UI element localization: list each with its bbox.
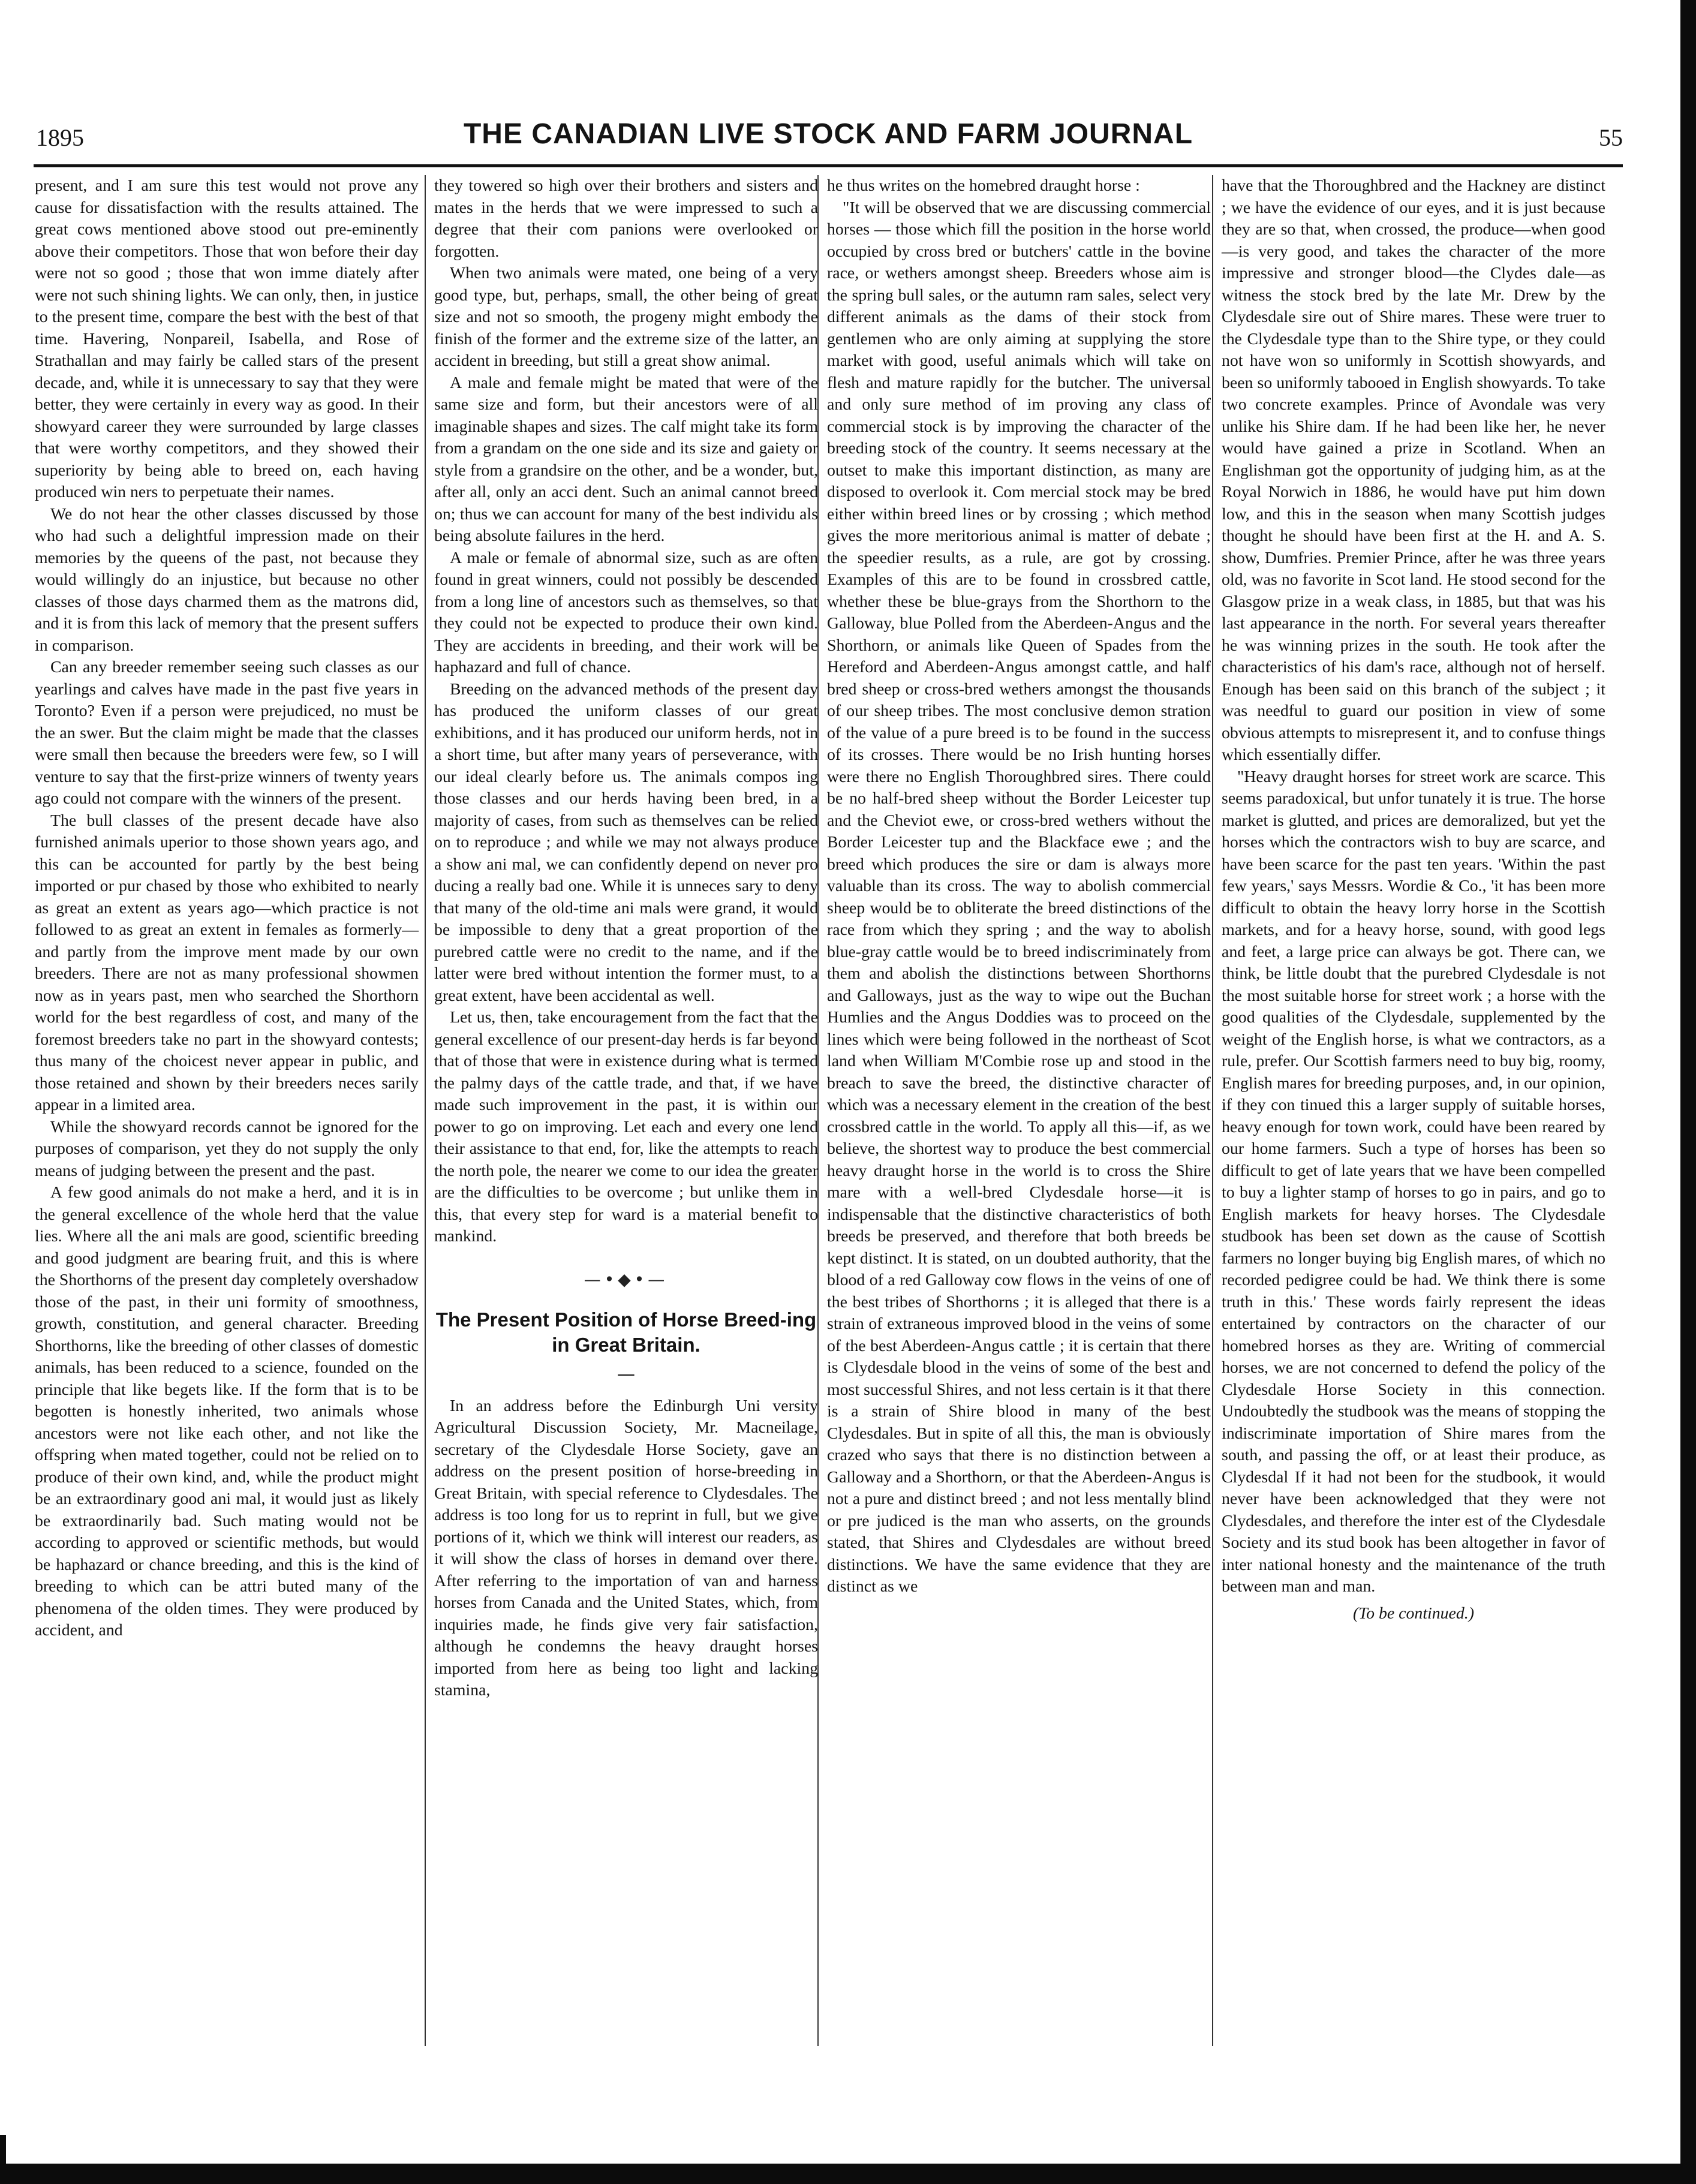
paragraph: A male or female of abnormal size, such as are often found in great winners, could not possibly be descended from a long line of ancestors such as themselves, so that they could not be expected to produce their own kind. They are accidents in breeding, and their work will be haphazard and full of chance. (434, 548, 818, 676)
column-2 (434, 175, 818, 1702)
column-4 (1222, 175, 1605, 1625)
column-1 (35, 175, 419, 1642)
paragraph: present, and I am sure this test would not prove any cause for dissatisfaction with the results attained. The great cows mentioned above stood out pre-eminently above their competitors. Those that won before their day were not so good ; those that won imme diately after were not such shining lights. We can only, then, in justice to the present time, compare the best with the best of that time. Havering, Nonpareil, Isabella, and Rose of Strathallan and may fairly be called stars of the present decade, and, while it is unnecessary to say that they were better, they were certainly in every way as good. In their showyard career they were surrounded by large classes that were worthy competitors, and they showed their superiority by being able to breed on, each having produced win ners to perpetuate their names. (35, 176, 419, 501)
paragraph: have that the Thoroughbred and the Hackney are distinct ; we have the evidence of our eyes, and it is just because they are so that, when crossed, the produce—when good—is very good, and takes the character of the more impressive and stronger blood—the Clydes dale—as witness the stock bred by the late Mr. Drew by the Clydesdale sire out of Shire mares. These were truer to the Clydesdale type than to the Shire type, or they could not have won so uniformly in Scottish showyards, and been so uniformly tabooed in English showyards. To take two concrete examples. Prince of Avondale was very unlike his Shire dam. If he had been like her, he never would have gained a prize in Scotland. When an Englishman got the opportunity of judging him, as at the Royal Norwich in 1886, he would have put him down low, and this in the season when many Scottish judges thought he should have been first at the H. and A. S. show, Dumfries. Premier Prince, after he was three years old, was no favorite in Scot land. He stood second for the Glasgow prize in a weak class, in 1885, but that was his last appearance in the north. For several years thereafter he was winning prizes in the south. He took after the characteristics of his dam's race, although not of herself. Enough has been said on this branch of the subject ; it was needful to guard our position in view of some obvious attempts to misrepresent it, and to confuse things which essentially differ. (1222, 176, 1606, 764)
paragraph: Can any breeder remember seeing such classes as our yearlings and calves have made in the past five years in Toronto? Even if a person were prejudiced, no must be the an swer. But the claim might be made that the classes were small then because the breeders were few, so I will venture to say that the first-prize winners of twenty years ago could not compare with the winners of the present. (35, 658, 419, 808)
scan-edge-right (1680, 0, 1696, 2184)
paragraph: When two animals were mated, one being of a very good type, but, perhaps, small, the other being of great size and not so smooth, the progeny might embody the finish of the former and the extreme size of the latter, an accident in breeding, but still a great show animal. (434, 264, 818, 370)
paragraph: "Heavy draught horses for street work are scarce. This seems paradoxical, but unfor tunately it is true. The horse market is glutted, and prices are demoralized, but yet the horses which the contractors wish to buy are scarce, and have been scarce for the past ten years. 'Within the past few years,' says Messrs. Wordie & Co., 'it has been more difficult to obtain the heavy lorry horse in the Scottish markets, and for a heavy horse, sound, with good legs and feet, a large price can always be got. There can, we think, be little doubt that the purebred Clydesdale is not the most suitable horse for street work ; a horse with the good qualities of the Clydesdale, supplemented by the weight of the English horse, is what we contractors, as a rule, prefer. Our Scottish farmers need to buy big, roomy, English mares for breeding purposes, and, in our opinion, if they con tinued this a larger supply of suitable horses, heavy enough for town work, could have been reared by our home farmers. Such a type of horses has been so difficult to get of late years that we have been compelled to buy a lighter stamp of horses to go in pairs, and go to English markets for heavy horses. The Clydesdale studbook has been set down as the cause of Scottish farmers no longer buying big English mares, of which no recorded pedigree could be had. We think there is some truth in this.' These words fairly represent the ideas entertained by contractors on the character of our homebred horses as they are. Writing of commercial horses, we are not concerned to defend the policy of the Clydesdale Horse Society in this connection. Undoubtedly the studbook was the means of stopping the indiscriminate importation of Shire mares from the south, and passing the off, or at least their produce, as Clydesdal If it had not been for the studbook, it would never have been acknowledged that they were not Clydesdales, and therefore the inter est of the Clydesdale Society and its stud book has been altogether in favor of inter national honesty and the maintenance of the truth between man and man. (1222, 767, 1605, 1596)
paragraph: A few good animals do not make a herd, and it is in the general excellence of the whole herd that the value lies. Where all the ani mals are good, scientific breeding and good judgment are bearing fruit, and this is where the Shorthorns of the present day completely overshadow those of the past, in their uni formity of smoothness, growth, constitution, and general character. Breeding Shorthorns, like the breeding of other classes of domestic animals, has been reduced to a science, founded on the principle that like begets like. If the form that is to be begotten is honestly inherited, two animals whose ancestors were not like each other, and not like the offspring when mated together, could not be relied on to produce of their own kind, and, while the product might be an extraordinary good ani mal, it would just as likely be extraordinarily bad. Such mating would not be according to approved or scientific methods, but would be haphazard or chance breeding, and this is the kind of breeding to which can be attri buted many of the phenomena of the olden times. They were produced by accident, and (35, 1183, 419, 1639)
paragraph: Breeding on the advanced methods of the present day has produced the uniform classes of our great exhibitions, and it has produced our uniform herds, not in a short time, but after many years of perseverance, with our ideal clearly before us. The animals compos ing those classes and our herds having been bred, in a majority of cases, from such as themselves can be relied on to reproduce ; and while we may not always produce a show ani mal, we can confidently depend on never pro ducing a really bad one. While it is unneces sary to deny that many of the old-time ani mals were grand, it would be impossible to deny that a great proportion of the purebred cattle were no credit to the name, and if the latter were bred without intention the former must, to a great extent, have been accidental as well. (434, 679, 818, 1005)
header-rule (34, 164, 1623, 167)
column-3 (827, 175, 1211, 1598)
paragraph: he thus writes on the homebred draught horse : (827, 176, 1140, 195)
article-intro: In an address before the Edinburgh Uni versity Agricultural Discussion Society, Mr. Macneilage, secretary of the Clydesdale Horse Society, gave an address on the present position of horse-breeding in Great Britain, with special reference to Clydesdales. The address is too long for us to reprint in full, but we give portions of it, which we think will interest our readers, as it will show the class of horses in demand over there. After referring to the importation of van and harness horses from Canada and the United States, which, from inquiries made, he finds give very fair satisfaction, although he condemns the heavy draught horses imported from here as being too light and lacking stamina, (434, 1396, 818, 1699)
to-be-continued (1222, 1603, 1605, 1625)
column-rule (425, 175, 426, 2046)
paragraph: While the showyard records cannot be ignored for the purposes of comparison, yet they do not supply the only means of judging between the present and the past. (35, 1117, 419, 1180)
scan-edge-bottom (0, 2164, 1696, 2184)
article-title: The Present Position of Horse Breed-ing in Great Britain. (435, 1308, 817, 1356)
paragraph: Let us, then, take encouragement from the fact that the general excellence of our present-day herds is far beyond that of those that were in existence during what is termed the palmy days of the cattle trade, and that, if we have made such improvement in the past, it is within our power to go on improving. Let each and every one lend their assistance to that end, for, like the attempts to reach the north pole, the nearer we come to our idea the greater are the difficulties to be overcome ; but unlike them in this, that every step for ward is a material benefit to mankind. (434, 1008, 818, 1246)
column-rule (1212, 175, 1213, 2046)
header-year: 1895 (36, 124, 84, 151)
scan-edge-left (0, 2135, 6, 2184)
section-ornament: —•◆•— (584, 1269, 669, 1289)
continued-note: (To be continued.) (1352, 1604, 1475, 1623)
paragraph: "It will be observed that we are discussing commercial horses — those which fill the position in the horse world occupied by cross bred or butchers' cattle in the bovine race, or wethers amongst sheep. Breeders whose aim is the spring bull sales, or the autumn ram sales, select very different animals as the dams of their stock from gentlemen who are only aiming at supplying the store market with good, useful animals which will take on flesh and mature rapidly for the butcher. The universal and only sure method of im proving any class of commercial stock is by improving the character of the breeding stock of the country. It seems necessary at the outset to make this important distinction, as many are disposed to overlook it. Com mercial stock may be bred either within breed lines or by crossing ; which method gives the more meritorious animal is matter of debate ; the speedier results, as a rule, are got by crossing. Examples of this are to be found in crossbred cattle, whether these be blue-grays from the Shorthorn to the Galloway, blue Polled from the Aberdeen-Angus and the Shorthorn, or animals like Queen of Spades from the Hereford and Aberdeen-Angus amongst cattle, and half bred sheep or cross-bred wethers amongst the thousands of our sheep tribes. The most conclusive demon stration of the value of a pure breed is to be found in the success of its crosses. There would be no Irish hunting horses were there no English Thoroughbred sires. There could be no half-bred sheep without the Border Leicester tup and the Cheviot ewe, or cross-bred wethers without the Border Leicester tup and the Blackface ewe ; and the breed which produces the sire or dam is always more valuable than its cross. The way to abolish commercial sheep would be to obliterate the breed distinctions of the race from which they spring ; and the way to abolish blue-gray cattle would be to breed indiscriminately from them and abolish the distinctions between Shorthorns and Galloways, just as the way to wipe out the Buchan Humlies and the Angus Doddies was to proceed on the lines which were being followed in the northeast of Scot land when William M'Combie rose up and stood in the breach to save the breed, the distinctive character of which was a necessary element in the creation of the best crossbred cattle in the world. To apply all this—if, as we believe, the shortest way to produce the best commercial heavy draught horse in the world is to cross the Shire mare with a well-bred Clydesdale horse—it is indispensable that the distinctive characteristics of both breeds be preserved, and therefore that both breeds be kept distinct. It is stated, on un doubted authority, that the blood of a red Galloway cow flows in the veins of one of the best tribes of Shorthorns ; it is alleged that there is a strain of extraneous improved blood in the veins of some of the best Aberdeen-Angus cattle ; it is certain that there is Clydesdale blood in the veins of some of the best and most successful Shires, and not less certain is it that there is a strain of Shire blood in many of the best Clydesdales. But in spite of all this, the man is obviously crazed who says that there is no distinction between a Galloway and a Shorthorn, or that the Aberdeen-Angus is not a pure and distinct breed ; and not less mentally blind or pre judiced is the man who asserts, on the grounds stated, that Shires and Clydesdales are without breed distinctions. We have the same evidence that they are distinct as we (827, 198, 1211, 1596)
page-header (34, 118, 1623, 160)
page-number: 55 (1599, 124, 1623, 151)
paragraph: We do not hear the other classes discussed by those who had such a delightful impression made on their memories by the queens of the past, not because they would willingly do an injustice, but because no other classes of those days charmed them as the matrons did, and it is from this lack of memory that the present suffers in comparison. (35, 504, 419, 655)
paragraph: A male and female might be mated that were of the same size and form, but their ancestors were of all imaginable shapes and sizes. The calf might take its form from a grandam on the one side and its size and gaiety or style from a grandsire on the other, and be a wonder, but, after all, only an acci dent. Such an animal cannot breed on; thus we can account for many of the best individu als being absolute failures in the herd. (434, 373, 818, 545)
paragraph: The bull classes of the present decade have also furnished animals uperior to those shown years ago, and this can be accounted for partly by the best being imported or pur chased by those who exhibited to nearly as great an extent as years ago—which practice is not followed to as great an extent in females as formerly—and partly from the improve ment made by our own breeders. There are not as many professional showmen now as in years past, men who searched the Shorthorn world for the best regardless of cost, and many of the foremost breeders take no part in the showyard contests; thus many of the choicest never appear in public, and those retained and shown by their breeders neces sarily appear in a limited area. (35, 811, 419, 1114)
paragraph: they towered so high over their brothers and sisters and mates in the herds that we were impressed to such a degree that their com panions were overlooked or forgotten. (434, 176, 818, 261)
journal-title: THE CANADIAN LIVE STOCK AND FARM JOURNAL (463, 118, 1193, 150)
title-dash: — (617, 1363, 635, 1385)
